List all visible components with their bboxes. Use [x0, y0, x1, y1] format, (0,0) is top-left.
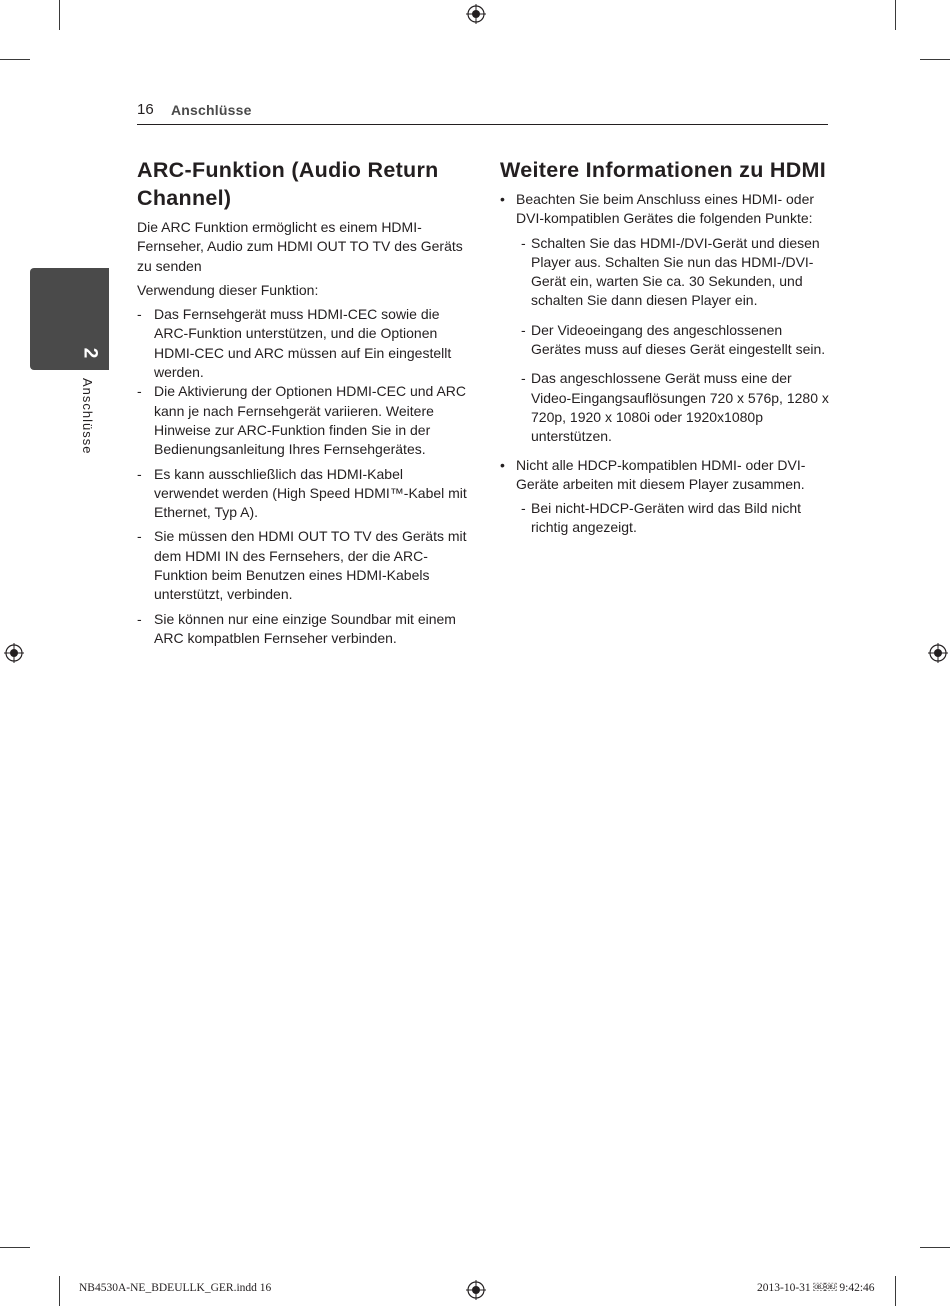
crop-mark [920, 1247, 950, 1248]
usage-heading: Verwendung dieser Funktion: [137, 281, 319, 298]
sub-list-item: - Schalten Sie das HDMI-/DVI-Gerät und diesen Player aus. Schalten Sie nun das HDMI-/DVI-Gerät ein, warten Sie ca. 30 Sekunden, und schalten Sie dann diesen Player ein. [521, 234, 820, 309]
sub-list [521, 499, 830, 538]
hdmi-info-heading: Weitere Informationen zu HDMI [500, 158, 827, 182]
list-item: - Es kann ausschließlich das HDMI-Kabel verwendet werden (High Speed HDMI™-Kabel mit Ethernet, Typ A). [137, 465, 467, 521]
arc-heading: ARC-Funktion (Audio Return Channel) [137, 158, 439, 210]
sub-list-item: - Bei nicht-HDCP-Geräten wird das Bild nicht richtig angezeigt. [521, 500, 801, 536]
list-item: - Das Fernsehgerät muss HDMI-CEC sowie die ARC-Funktion unterstützen, und die Optionen HDMI-CEC und ARC müssen auf Ein eingestellt werden. [137, 306, 452, 381]
list-item: - Sie können nur eine einzige Soundbar mit einem ARC kompatblen Fernseher verbinden. [137, 610, 456, 646]
list-item: - Sie müssen den HDMI OUT TO TV des Geräts mit dem HDMI IN des Fernsehers, der die ARC-Funktion beim Benutzen eines HDMI-Kabels unterstützt, verbinden. [137, 528, 467, 603]
crop-mark [895, 1276, 896, 1306]
registration-mark-icon [466, 1280, 486, 1300]
left-column [137, 156, 467, 653]
crop-mark [59, 1276, 60, 1306]
crop-mark [0, 59, 30, 60]
right-column [500, 156, 830, 547]
crop-mark [920, 59, 950, 60]
registration-mark-icon [466, 4, 486, 24]
footer-filename: NB4530A-NE_BDEULLK_GER.indd 16 [79, 1282, 272, 1294]
list-item: • Beachten Sie beim Anschluss eines HDMI- oder DVI-kompatiblen Gerätes die folgenden Punkte: - Schalten Sie das HDMI-/DVI-Gerät und diesen Player aus. Schalten Sie nun das HDMI-/DVI-Gerät ein, warten Sie ca. 30 Sekunden, und schalten Sie dann diesen Player ein. - Der Videoeingang des angeschlossenen Gerätes muss auf dieses Gerät eingestellt sein. - Das angeschlossene Gerät muss eine der Video-Eingangsauflösungen 720 x 576p, 1280 x 720p, 1920 x 1080i oder 1920x1080p unterstützen. [500, 190, 830, 447]
sub-list-item: - Der Videoeingang des angeschlossenen Gerätes muss auf dieses Gerät eingestellt sein. [521, 321, 826, 358]
arc-intro: Die ARC Funktion ermöglicht es einem HDMI-Fernseher, Audio zum HDMI OUT TO TV des Geräts zu senden [137, 219, 463, 274]
crop-mark [0, 1247, 30, 1248]
arc-requirements-list [137, 305, 467, 648]
chapter-number: 2 [79, 347, 101, 359]
sub-list-item: - Das angeschlossene Gerät muss eine der Video-Eingangsauflösungen 720 x 576p, 1280 x 720p, 1920 x 1080i oder 1920x1080p unterstützen. [521, 370, 829, 445]
hdmi-info-list [500, 190, 830, 538]
section-title: Anschlüsse [171, 102, 252, 118]
chapter-label: Anschlüsse [80, 378, 95, 455]
crop-mark [895, 0, 896, 30]
page-number: 16 [137, 101, 154, 118]
list-item: - Die Aktivierung der Optionen HDMI-CEC und ARC kann je nach Fernsehgerät variieren. Weitere Hinweise zur ARC-Funktion finden Sie in der Bedienungsanleitung Ihres Fernsehgerätes. [137, 383, 467, 458]
crop-mark [59, 0, 60, 30]
chapter-tab [30, 268, 109, 370]
list-item: • Nicht alle HDCP-kompatiblen HDMI- oder DVI-Geräte arbeiten mit diesem Player zusammen. - Bei nicht-HDCP-Geräten wird das Bild nicht richtig angezeigt. [500, 456, 830, 538]
sub-list [521, 234, 830, 447]
registration-mark-icon [4, 643, 24, 663]
footer-timestamp: 2013-10-31 ￼￼ 9:42:46 [757, 1282, 875, 1294]
registration-mark-icon [928, 643, 948, 663]
page-header [137, 100, 828, 125]
